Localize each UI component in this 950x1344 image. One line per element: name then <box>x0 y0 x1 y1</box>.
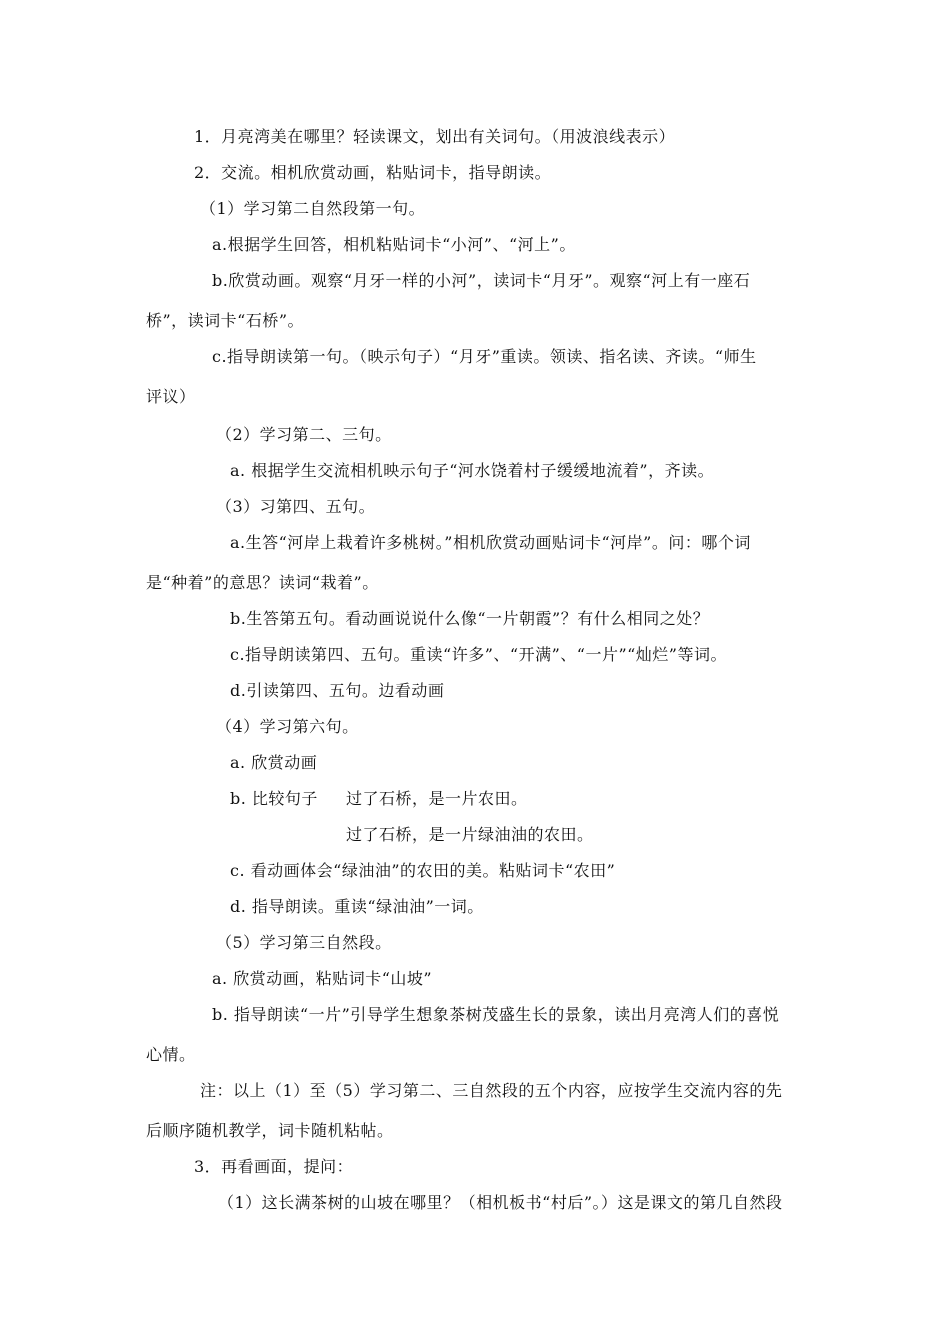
text-line: 2．交流。相机欣赏动画，粘贴词卡，指导朗读。 <box>194 163 552 182</box>
text-line: （3）习第四、五句。 <box>216 497 376 516</box>
text-line: a. 根据学生交流相机映示句子“河水饶着村子缓缓地流着”，齐读。 <box>230 461 715 480</box>
text-line: d.引读第四、五句。边看动画 <box>230 681 445 700</box>
text-line: 后顺序随机教学，词卡随机粘帖。 <box>146 1121 394 1140</box>
text-line: a.生答“河岸上栽着许多桃树。”相机欣赏动画贴词卡“河岸”。问：哪个词 <box>230 533 751 552</box>
text-line: （1）学习第二自然段第一句。 <box>200 199 426 218</box>
text-line: （2）学习第二、三句。 <box>216 425 392 444</box>
text-line: 心情。 <box>146 1045 196 1064</box>
text-line: a. 欣赏动画，粘贴词卡“山坡” <box>212 969 433 988</box>
text-line: b.欣赏动画。观察“月牙一样的小河”，读词卡“月牙”。观察“河上有一座石 <box>212 271 751 290</box>
text-line: 评议） <box>146 387 196 406</box>
text-line: 是“种着”的意思？读词“栽着”。 <box>146 573 379 592</box>
text-line: d. 指导朗读。重读“绿油油”一词。 <box>230 897 484 916</box>
text-line: a.根据学生回答，相机粘贴词卡“小河”、“河上”。 <box>212 235 576 254</box>
text-line: 过了石桥，是一片农田。 <box>346 789 528 808</box>
text-line: 3．再看画面，提问： <box>194 1157 354 1176</box>
text-line: b. 比较句子 <box>230 789 318 808</box>
text-line: b. 指导朗读“一片”引导学生想象茶树茂盛生长的景象，读出月亮湾人们的喜悦 <box>212 1005 780 1024</box>
text-line: 1．月亮湾美在哪里？轻读课文，划出有关词句。（用波浪线表示） <box>194 127 676 146</box>
text-line: （4）学习第六句。 <box>216 717 359 736</box>
text-line: 过了石桥，是一片绿油油的农田。 <box>346 825 594 844</box>
text-line: （1）这长满茶树的山坡在哪里？（相机板书“村后”。）这是课文的第几自然段 <box>218 1193 783 1212</box>
text-line: 桥”，读词卡“石桥”。 <box>146 311 305 330</box>
text-line: （5）学习第三自然段。 <box>216 933 392 952</box>
text-line: 注：以上（1）至（5）学习第二、三自然段的五个内容，应按学生交流内容的先 <box>200 1081 783 1100</box>
text-line: b.生答第五句。看动画说说什么像“一片朝霞”？有什么相同之处？ <box>230 609 710 628</box>
text-line: c.指导朗读第一句。（映示句子）“月牙”重读。领读、指名读、齐读。“师生 <box>212 347 757 366</box>
text-line: c.指导朗读第四、五句。重读“许多”、“开满”、“一片”“灿烂”等词。 <box>230 645 727 664</box>
text-line: a. 欣赏动画 <box>230 753 318 772</box>
text-line: c. 看动画体会“绿油油”的农田的美。粘贴词卡“农田” <box>230 861 616 880</box>
